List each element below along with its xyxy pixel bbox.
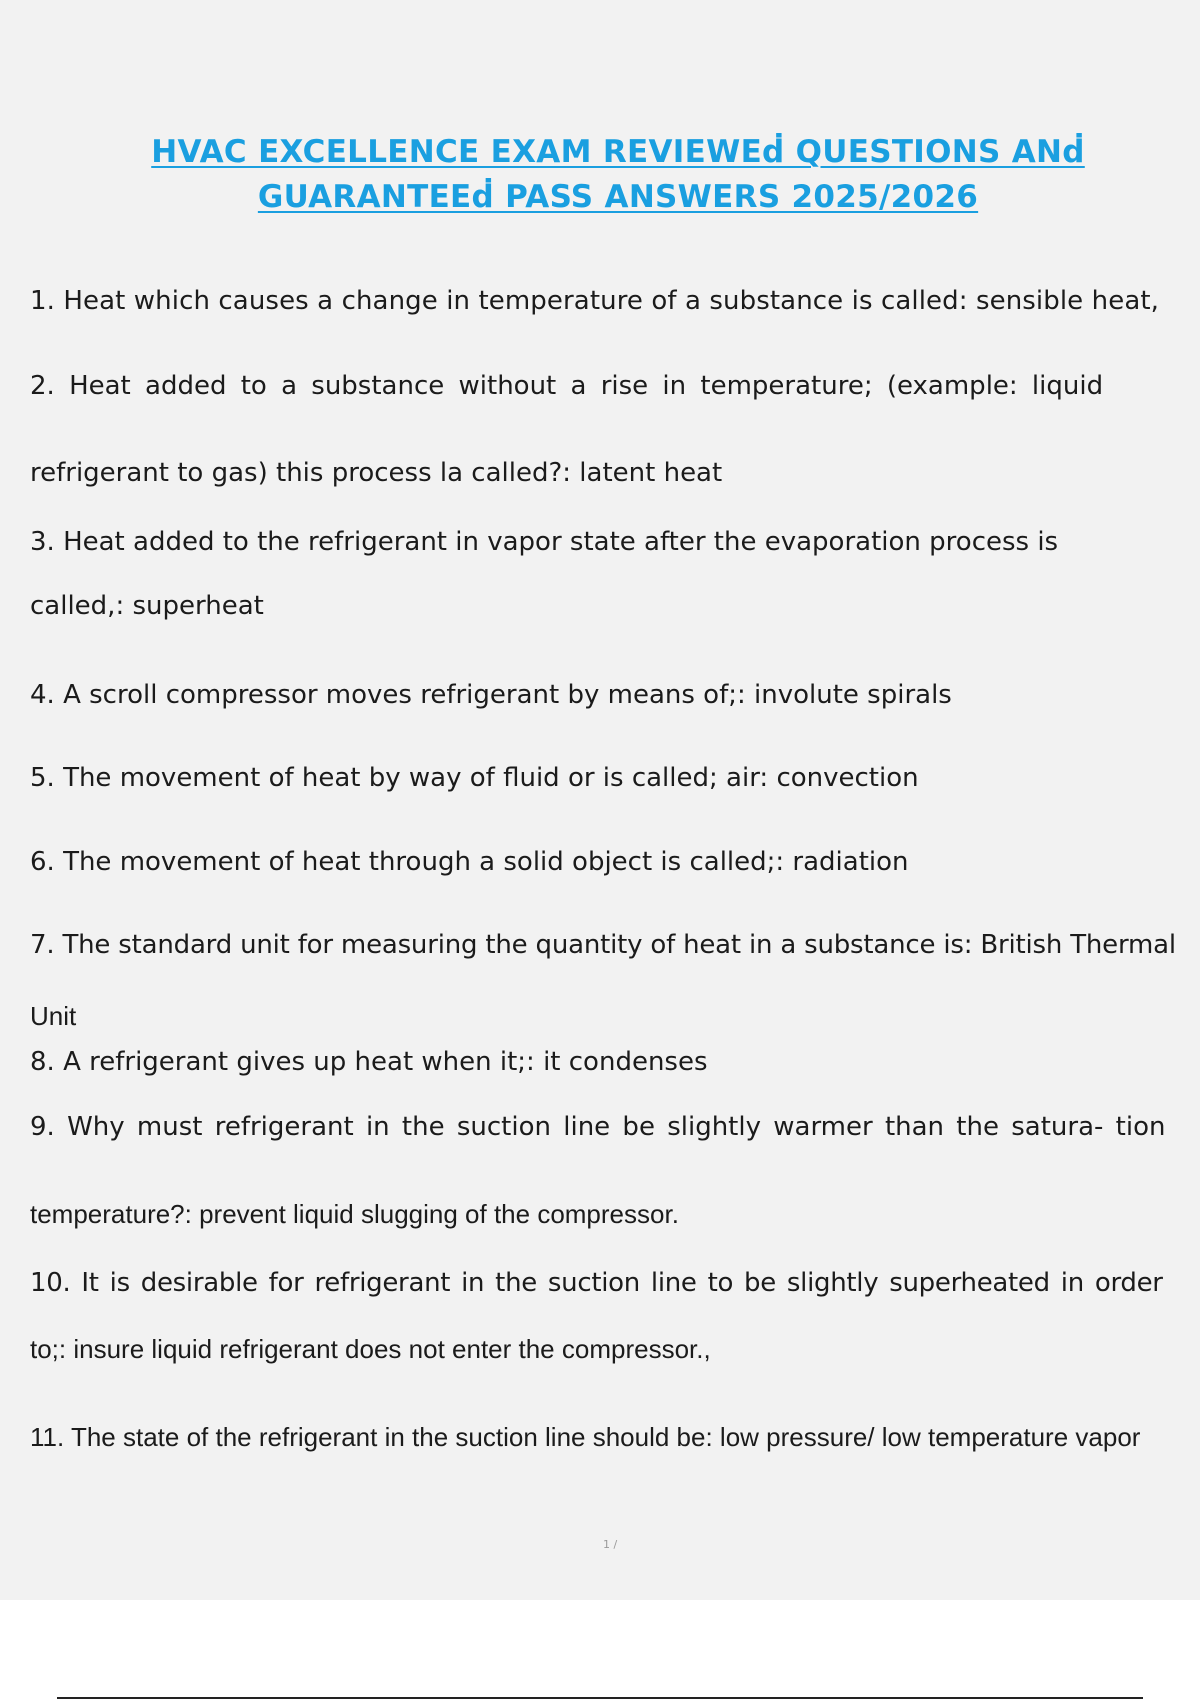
question-1: 1. Heat which causes a change in temperature of a substance is called: sensible heat,: [30, 286, 1160, 316]
question-10-continued: to;: insure liquid refrigerant does not enter the compressor.,: [30, 1334, 711, 1364]
question-3-continued: called,: superheat: [30, 591, 264, 621]
question-2: 2. Heat added to a substance without a rise in temperature; (example: liquid: [30, 371, 1104, 401]
title-line-1: HVAC EXCELLENCE EXAM REVIEWEḋ QUESTIONS ANḋ: [151, 134, 1085, 170]
question-3: 3. Heat added to the refrigerant in vapor state after the evaporation process is: [30, 527, 1059, 557]
question-4: 4. A scroll compressor moves refrigerant by means of;: involute spirals: [30, 680, 952, 710]
question-9-continued: temperature?: prevent liquid slugging of the compressor.: [30, 1199, 679, 1229]
document-title: [0, 130, 1200, 220]
question-11: 11. The state of the refrigerant in the suction line should be: low pressure/ low temperature vapor: [30, 1422, 1141, 1452]
question-7-continued: Unit: [30, 1001, 77, 1031]
question-7: 7. The standard unit for measuring the quantity of heat in a substance is: British Thermal: [30, 930, 1176, 960]
question-6: 6. The movement of heat through a solid object is called;: radiation: [30, 847, 909, 877]
question-10: 10. It is desirable for refrigerant in the suction line to be slightly superheated in order: [30, 1268, 1163, 1298]
question-5: 5. The movement of heat by way of fluid or is called; air: convection: [30, 763, 919, 793]
title-line-2: GUARANTEEḋ PASS ANSWERS 2025/2026: [257, 179, 979, 215]
question-9: 9. Why must refrigerant in the suction line be slightly warmer than the satura- tion: [30, 1112, 1166, 1142]
question-8: 8. A refrigerant gives up heat when it;: it condenses: [30, 1047, 708, 1077]
page-number: 1 /: [603, 1538, 618, 1551]
footer-divider: [57, 1697, 1143, 1699]
question-2-continued: refrigerant to gas) this process la called?: latent heat: [30, 458, 723, 488]
